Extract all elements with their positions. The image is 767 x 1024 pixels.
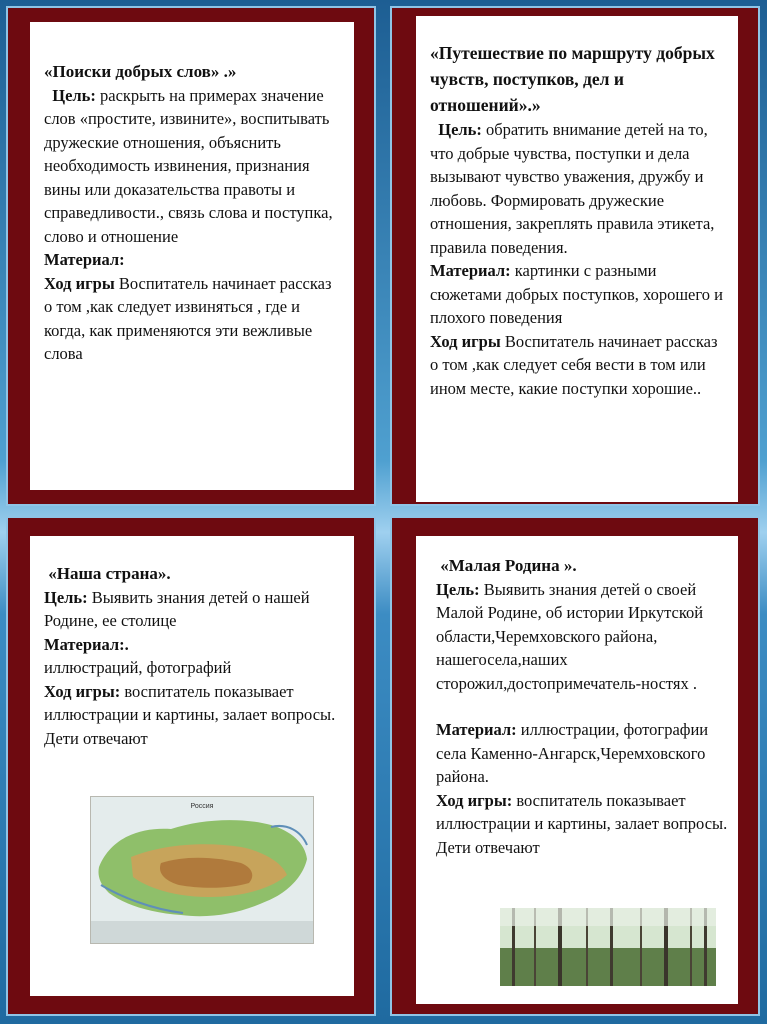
goal-label: Цель: — [44, 587, 88, 607]
goal-text: Выявить знания детей о своей Малой Родине, об истории Иркутской области,Черемховского района, нашегосела,наших сторожил,достопримечатель-ностях . — [436, 579, 704, 693]
material-text: иллюстрации, фотографии села Каменно-Ангарск,Черемховского района. — [436, 720, 709, 786]
card-content — [416, 16, 738, 502]
card-material — [44, 248, 342, 272]
material-label: Материал: — [430, 261, 511, 280]
material-label: Материал: — [44, 250, 125, 269]
goal-text: обратить внимание детей на то, что добрые чувства, поступки и дела вызывают чувство уважения, дружбу и любовь. Формировать дружеские отношения, закреплять правила этикета, правила поведения. — [430, 120, 715, 257]
card-material-text: иллюстраций, фотографий — [44, 658, 232, 677]
process-label: Ход игры — [430, 331, 501, 351]
card-content — [30, 536, 354, 996]
goal-label: Цель: — [438, 120, 482, 139]
spacer — [436, 695, 732, 718]
process-text: Воспитатель начинает рассказ о том ,как следует себя вести в том или ином месте, какие поступки хорошие.. — [430, 331, 718, 398]
goal-text: Выявить знания детей о нашей Родине, ее столице — [44, 587, 310, 630]
process-label: Ход игры: — [44, 681, 121, 701]
card-content — [416, 536, 738, 1004]
card-journey — [390, 6, 760, 506]
forest-illustration — [500, 908, 716, 986]
card-material — [436, 718, 732, 789]
card-content — [30, 22, 354, 490]
forest-photo — [500, 908, 716, 986]
card-small-homeland — [390, 516, 760, 1016]
map-caption: Россия — [190, 803, 214, 810]
card-goal — [430, 118, 728, 259]
material-text: картинки с разными сюжетами добрых поступков, хорошего и плохого поведения — [430, 261, 723, 327]
card-material — [430, 259, 728, 330]
map-illustration — [91, 797, 313, 943]
card-material — [44, 633, 344, 657]
card-title: «Путешествие по маршруту добрых чувств, поступков, дел и отношений».» — [430, 43, 715, 115]
card-goal — [44, 586, 344, 633]
russia-map-image — [90, 796, 314, 944]
goal-text: раскрыть на примерах значение слов «простите, извините», воспитывать дружеские отношения, объяснить необходимость извинения, признания вины или доказательства правоты и справедливости., связь слова и поступка, слово и отношение — [44, 85, 333, 246]
card-process — [44, 680, 344, 751]
card-our-country — [6, 516, 376, 1016]
card-kind-words — [6, 6, 376, 506]
material-label: Материал: — [436, 720, 517, 739]
process-label: Ход игры — [44, 273, 115, 293]
card-title-text: «Малая Родина ». — [440, 556, 577, 575]
card-process — [44, 272, 342, 366]
material-label: Материал:. — [44, 634, 129, 654]
card-goal — [44, 84, 342, 249]
card-process — [436, 789, 732, 860]
card-title — [44, 562, 344, 586]
card-title-text: «Наша страна». — [48, 564, 171, 583]
process-text: воспитатель показывает иллюстрации и картины, залает вопросы. Дети отвечают — [44, 681, 336, 748]
goal-label: Цель: — [436, 579, 480, 599]
goal-label: Цель: — [52, 85, 96, 105]
process-text: Воспитатель начинает рассказ о том ,как следует извиняться , где и когда, как применяются эти вежливые слова — [44, 273, 332, 363]
card-goal — [436, 578, 732, 696]
card-title — [436, 554, 732, 578]
card-process — [430, 330, 728, 401]
card-title: «Поиски добрых слов» .» — [44, 62, 237, 81]
process-label: Ход игры: — [436, 790, 513, 810]
process-text: воспитатель показывает иллюстрации и картины, залает вопросы. Дети отвечают — [436, 790, 728, 857]
